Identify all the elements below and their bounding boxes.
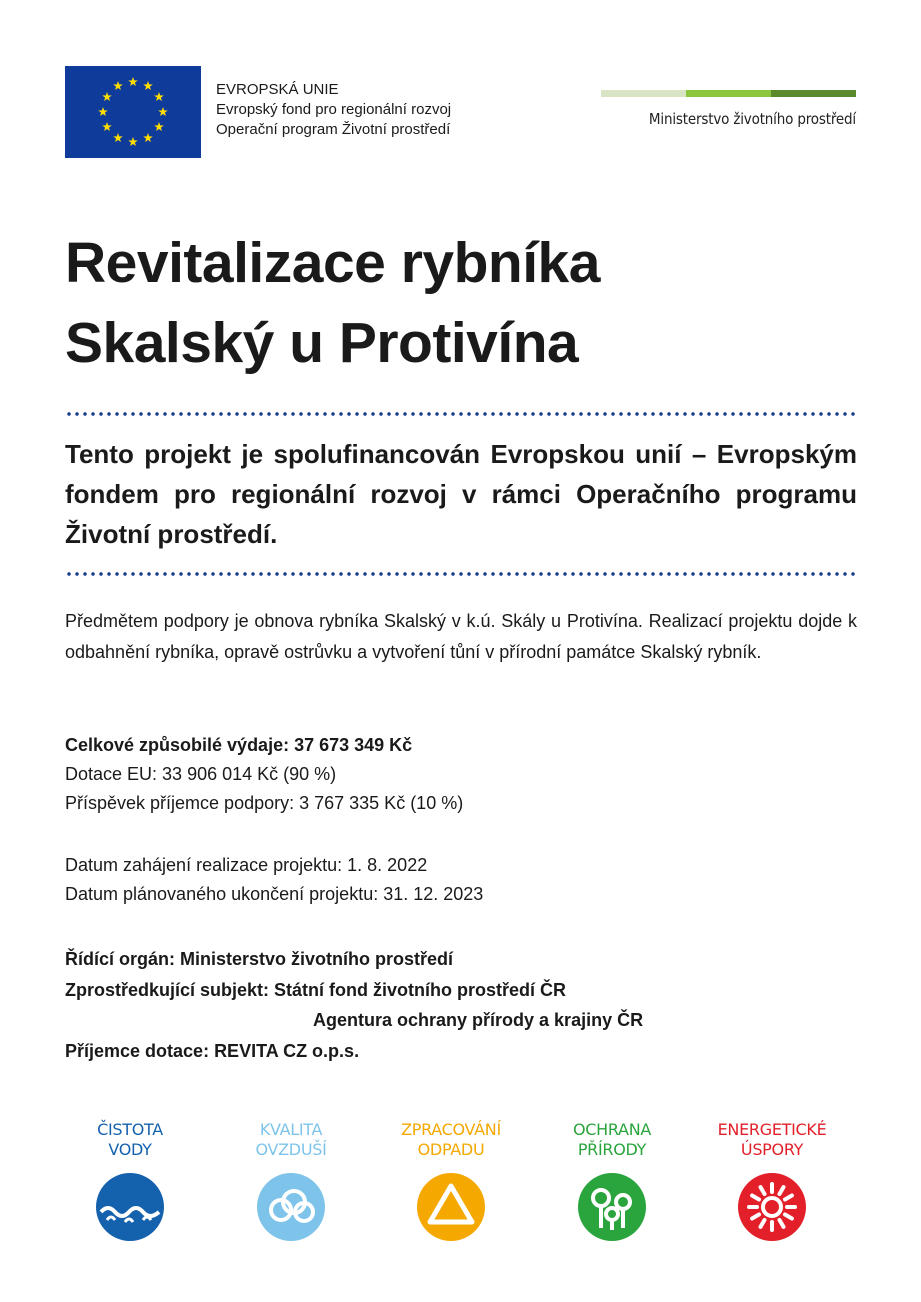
- eu-star: [102, 122, 112, 131]
- eu-star: [113, 133, 123, 142]
- eu-star: [154, 92, 164, 101]
- icon-label-energy: [702, 1120, 842, 1164]
- icon-energy: [702, 1120, 842, 1247]
- eu-line-2: Evropský fond pro regionální rozvoj: [216, 101, 452, 118]
- eu-flag: [65, 66, 201, 158]
- icon-water-quality: [60, 1120, 200, 1247]
- eu-line-1: EVROPSKÁ UNIE: [216, 81, 339, 98]
- icon-label-line: ZPRACOVÁNÍ: [401, 1120, 501, 1139]
- icon-label-line: OVZDUŠÍ: [255, 1140, 327, 1159]
- ministry-bar-3: [771, 90, 856, 97]
- icon-label-line: ENERGETICKÉ: [717, 1120, 827, 1139]
- icon-label-line: PŘÍRODY: [577, 1140, 647, 1159]
- dotted-divider-bottom: [65, 572, 857, 576]
- icon-label-line: OCHRANA: [572, 1120, 652, 1139]
- dotted-divider-top: [65, 412, 857, 416]
- eu-text-block: [216, 80, 451, 140]
- icon-label-water: [60, 1120, 200, 1164]
- icon-label-air: [221, 1120, 361, 1164]
- eu-star: [128, 77, 138, 86]
- icon-label-line: ÚSPORY: [740, 1140, 804, 1159]
- ministry-bar-1: [601, 90, 686, 97]
- icon-label-line: VODY: [108, 1140, 152, 1159]
- recipient-contribution: Příspěvek příjemce podpory: 3 767 335 Kč (10 %): [65, 793, 464, 813]
- grant-recipient: Příjemce dotace: REVITA CZ o.p.s.: [65, 1040, 360, 1061]
- icon-label-line: ČISTOTA: [97, 1120, 163, 1139]
- eu-stars-icon: [65, 66, 201, 158]
- managing-authority: Řídící orgán: Ministerstvo životního prostředí: [65, 949, 454, 969]
- icon-label-waste: [381, 1120, 521, 1164]
- intermediary-body-2: Agentura ochrany přírody a krajiny ČR: [313, 1010, 644, 1030]
- sun-icon: [737, 1172, 807, 1242]
- icon-nature: [542, 1120, 682, 1247]
- eu-star: [98, 107, 108, 116]
- eu-line-3: Operační program Životní prostředí: [216, 121, 451, 138]
- eu-star: [128, 137, 138, 146]
- bodies-block: [65, 944, 643, 1066]
- end-date: Datum plánovaného ukončení projektu: 31. 12. 2023: [65, 884, 484, 904]
- icon-label-nature: [542, 1120, 682, 1164]
- start-date: Datum zahájení realizace projektu: 1. 8. 2022: [65, 855, 428, 875]
- cofinancing-statement: Tento projekt je spolufinancován Evropskou unií – Evropským fondem pro regionální rozvoj v rámci Operačního programu Životní prostředí.: [65, 439, 857, 549]
- eu-star: [143, 133, 153, 142]
- total-expenses: Celkové způsobilé výdaje: 37 673 349 Kč: [65, 735, 413, 755]
- ministry-bar-2: [686, 90, 771, 97]
- dates-block: [65, 851, 483, 909]
- project-description: Předmětem podpory je obnova rybníka Skalský v k.ú. Skály u Protivína. Realizací projektu dojde k odbahnění rybníka, opravě ostrůvku a vytvoření tůní v přírodní památce Skalský rybník.: [65, 611, 857, 662]
- icon-waste: [381, 1120, 521, 1247]
- eu-star: [143, 81, 153, 90]
- triangle-icon: [416, 1172, 486, 1242]
- eu-subsidy: Dotace EU: 33 906 014 Kč (90 %): [65, 764, 337, 784]
- ministry-logo: [601, 90, 856, 128]
- ministry-color-bars: [601, 90, 856, 97]
- eu-star: [113, 81, 123, 90]
- icon-label-line: ODPADU: [417, 1140, 485, 1159]
- eu-star: [102, 92, 112, 101]
- icon-air-quality: [221, 1120, 361, 1247]
- title-line-1: Revitalizace rybníka: [65, 231, 600, 295]
- water-icon: [95, 1172, 165, 1242]
- finance-block: [65, 731, 463, 818]
- page-title: [65, 223, 600, 383]
- intermediary-body: Zprostředkující subjekt: Státní fond životního prostředí ČR: [65, 979, 567, 1000]
- eu-star: [154, 122, 164, 131]
- title-line-2: Skalský u Protivína: [65, 311, 579, 375]
- icon-label-line: KVALITA: [259, 1120, 323, 1139]
- ministry-name: Ministerstvo životního prostředí: [648, 110, 856, 128]
- trees-icon: [577, 1172, 647, 1242]
- eu-star: [158, 107, 168, 116]
- cloud-icon: [256, 1172, 326, 1242]
